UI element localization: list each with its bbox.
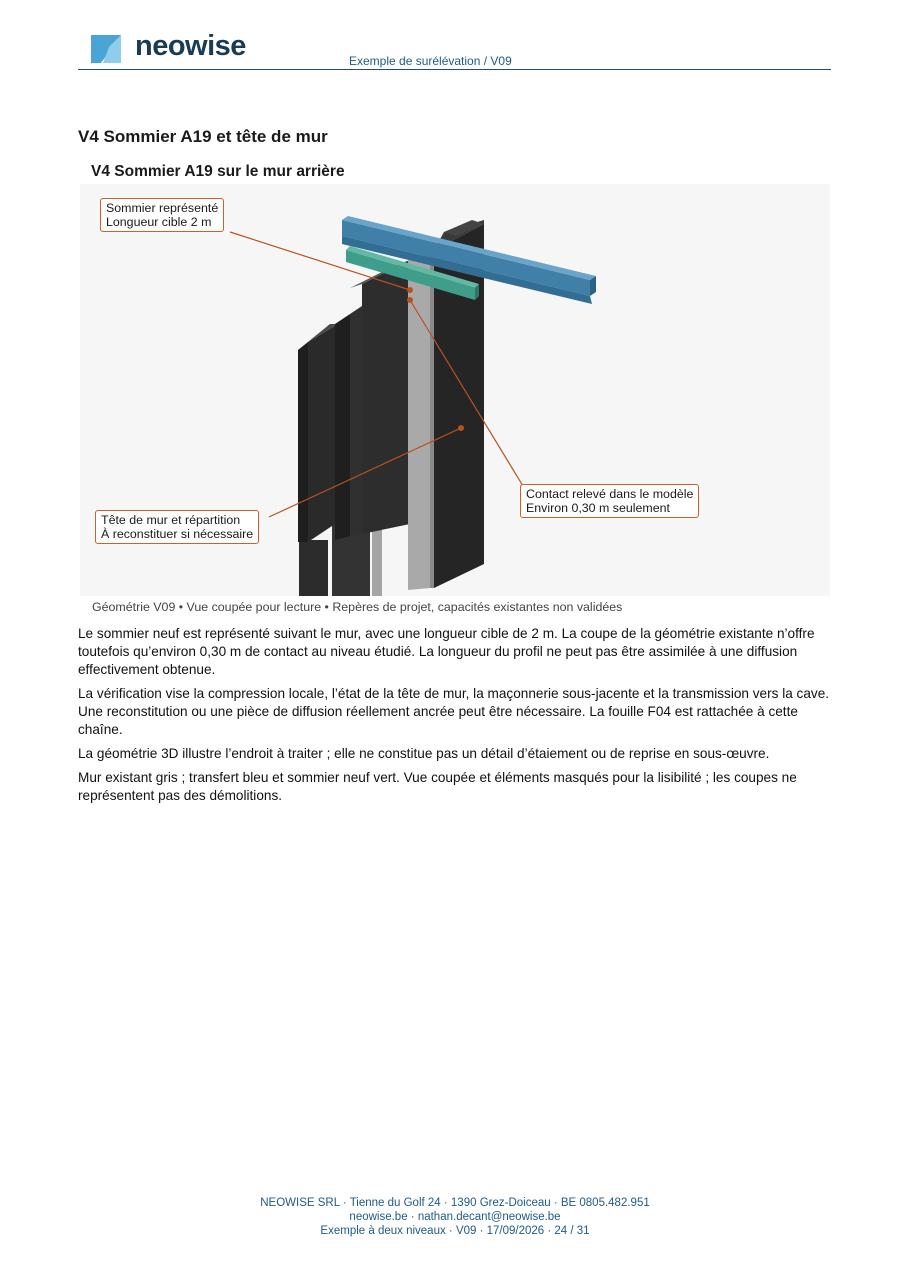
footer-contact: neowise.be · nathan.decant@neowise.be: [349, 1211, 561, 1223]
callout-wall-head: Tête de mur et répartition À reconstituer si nécessaire: [95, 510, 259, 544]
paragraph: Le sommier neuf est représenté suivant le mur, avec une longueur cible de 2 m. La coupe de la géométrie existante n’offre toutefois qu’environ 0,30 m de contact au niveau étudié. La longueur du profil ne peut pas être assimilée à une diffusion effectivement obtenue.: [78, 626, 815, 677]
callout-beam: Sommier représenté Longueur cible 2 m: [100, 198, 224, 232]
page-header: [78, 28, 831, 70]
figure-caption: Géométrie V09 • Vue coupée pour lecture • Repères de projet, capacités existantes non validées: [92, 600, 623, 614]
section-subtitle: V4 Sommier A19 sur le mur arrière: [91, 163, 345, 180]
body-text: [78, 625, 834, 811]
document-reference: Exemple de surélévation / V09: [349, 54, 512, 68]
brand-name: neowise: [135, 30, 246, 62]
existing-wall-section: [408, 254, 430, 590]
wall-panel-middle: [335, 314, 350, 540]
paragraph: La vérification vise la compression locale, l’état de la tête de mur, la maçonnerie sous-jacente et la transmission vers la cave. Une reconstitution ou une pièce de diffusion réellement ancrée peut être nécessaire. La fouille F04 est rattachée à cette chaîne.: [78, 686, 830, 737]
footer-company: NEOWISE SRL · Tienne du Golf 24 · 1390 Grez-Doiceau · BE 0805.482.951: [260, 1197, 650, 1209]
page-footer: [0, 1196, 910, 1238]
main-wall-front: [362, 260, 410, 534]
paragraph: Mur existant gris ; transfert bleu et sommier neuf vert. Vue coupée et éléments masqués pour la lisibilité ; les coupes ne représentent pas des démolitions.: [78, 770, 797, 803]
section-title: V4 Sommier A19 et tête de mur: [78, 127, 328, 146]
callout-contact: Contact relevé dans le modèle Environ 0,30 m seulement: [520, 484, 699, 518]
lower-block-left: [299, 540, 328, 596]
wall-panel-far-left: [298, 342, 308, 542]
3d-figure: [80, 184, 830, 596]
neowise-logo-icon: [91, 33, 123, 65]
footer-page-info: Exemple à deux niveaux · V09 · 17/09/2026 · 24 / 31: [320, 1225, 590, 1237]
paragraph: La géométrie 3D illustre l’endroit à traiter ; elle ne constitue pas un détail d’étaiement ou de reprise en sous-œuvre.: [78, 746, 770, 761]
